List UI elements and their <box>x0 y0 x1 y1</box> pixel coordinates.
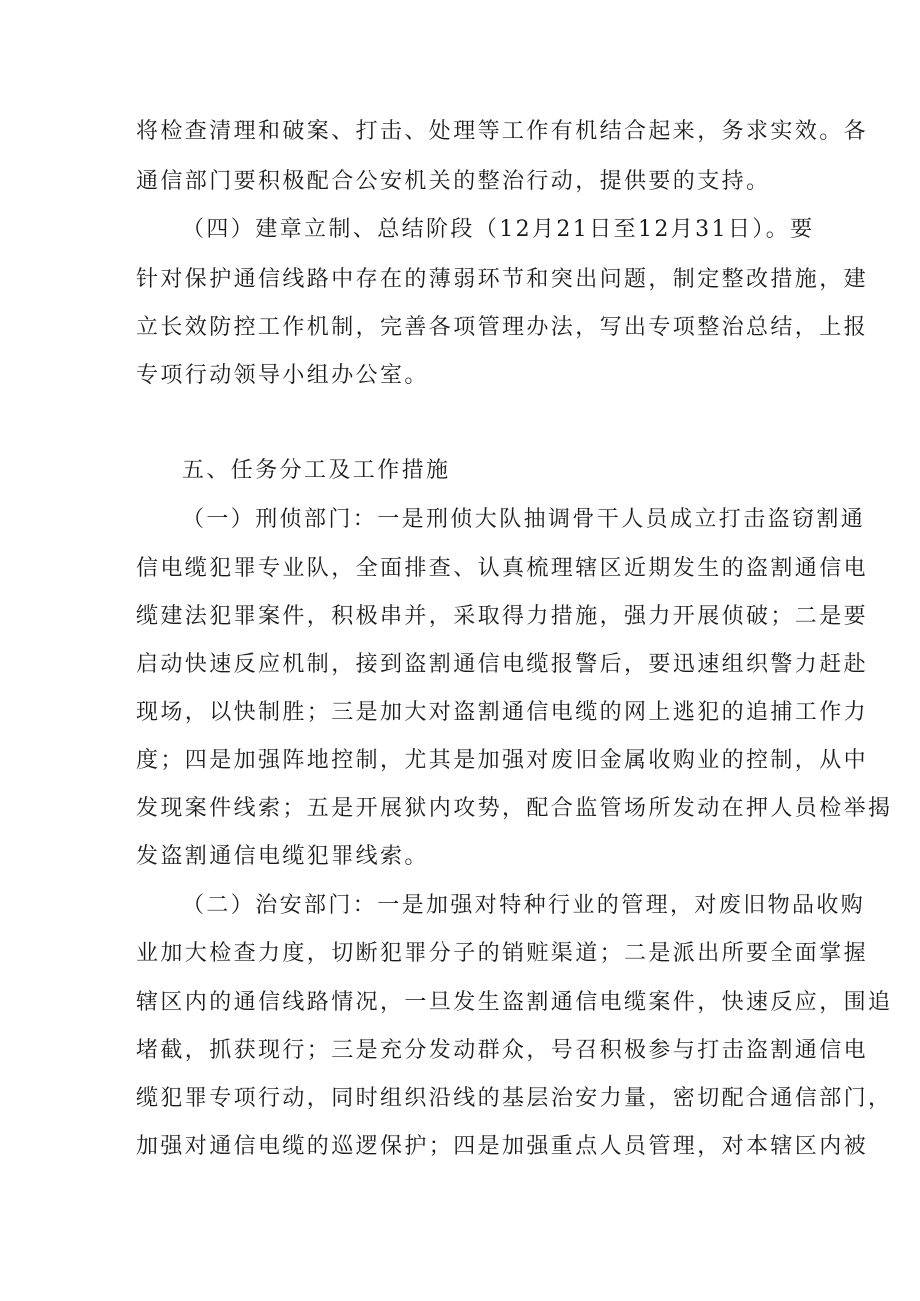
body-text-line: 启动快速反应机制，接到盗割通信电缆报警后，要迅速组织警力赶赴 <box>136 652 869 677</box>
body-text-line: 度；四是加强阵地控制，尤其是加强对废旧金属收购业的控制，从中 <box>136 748 869 773</box>
section-paragraph-line: （一）刑侦部门：一是刑侦大队抽调骨干人员成立打击盗窃割通 <box>182 507 866 532</box>
body-text-line: 专项行动领导小组办公室。 <box>136 363 429 388</box>
section-paragraph-line: （二）治安部门：一是加强对特种行业的管理，对废旧物品收购 <box>182 893 866 918</box>
body-text-line: 发盗割通信电缆犯罪线索。 <box>136 844 429 869</box>
body-text-line: 发现案件线索；五是开展狱内攻势，配合监管场所发动在押人员检举揭 <box>136 796 893 821</box>
body-text-line: 堵截，抓获现行；三是充分发动群众，号召积极参与打击盗割通信电 <box>136 1038 869 1063</box>
body-text-line: 信电缆犯罪专业队，全面排查、认真梳理辖区近期发生的盗割通信电 <box>136 556 869 581</box>
body-text-line: 现场，以快制胜；三是加大对盗割通信电缆的网上逃犯的追捕工作力 <box>136 700 869 725</box>
body-text-line: 通信部门要积极配合公安机关的整治行动，提供要的支持。 <box>136 169 771 194</box>
section-heading: 五、任务分工及工作措施 <box>182 458 451 483</box>
body-text-line: 缆犯罪专项行动，同时组织沿线的基层治安力量，密切配合通信部门， <box>136 1086 893 1111</box>
body-text-line: 针对保护通信线路中存在的薄弱环节和突出问题，制定整改措施，建 <box>136 267 869 292</box>
body-text-line: 业加大检查力度，切断犯罪分子的销赃渠道；二是派出所要全面掌握 <box>136 941 869 966</box>
body-text-line: 将检查清理和破案、打击、处理等工作有机结合起来，务求实效。各 <box>136 119 869 144</box>
body-text-line: 辖区内的通信线路情况，一旦发生盗割通信电缆案件，快速反应，围追 <box>136 990 893 1015</box>
body-text-line: 缆建法犯罪案件，积极串并，采取得力措施，强力开展侦破；二是要 <box>136 604 869 629</box>
section-paragraph-line: （四）建章立制、总结阶段（12月21日至12月31日）。要 <box>182 217 815 242</box>
body-text-line: 立长效防控工作机制，完善各项管理办法，写出专项整治总结，上报 <box>136 315 869 340</box>
body-text-line: 加强对通信电缆的巡逻保护；四是加强重点人员管理，对本辖区内被 <box>136 1134 869 1159</box>
